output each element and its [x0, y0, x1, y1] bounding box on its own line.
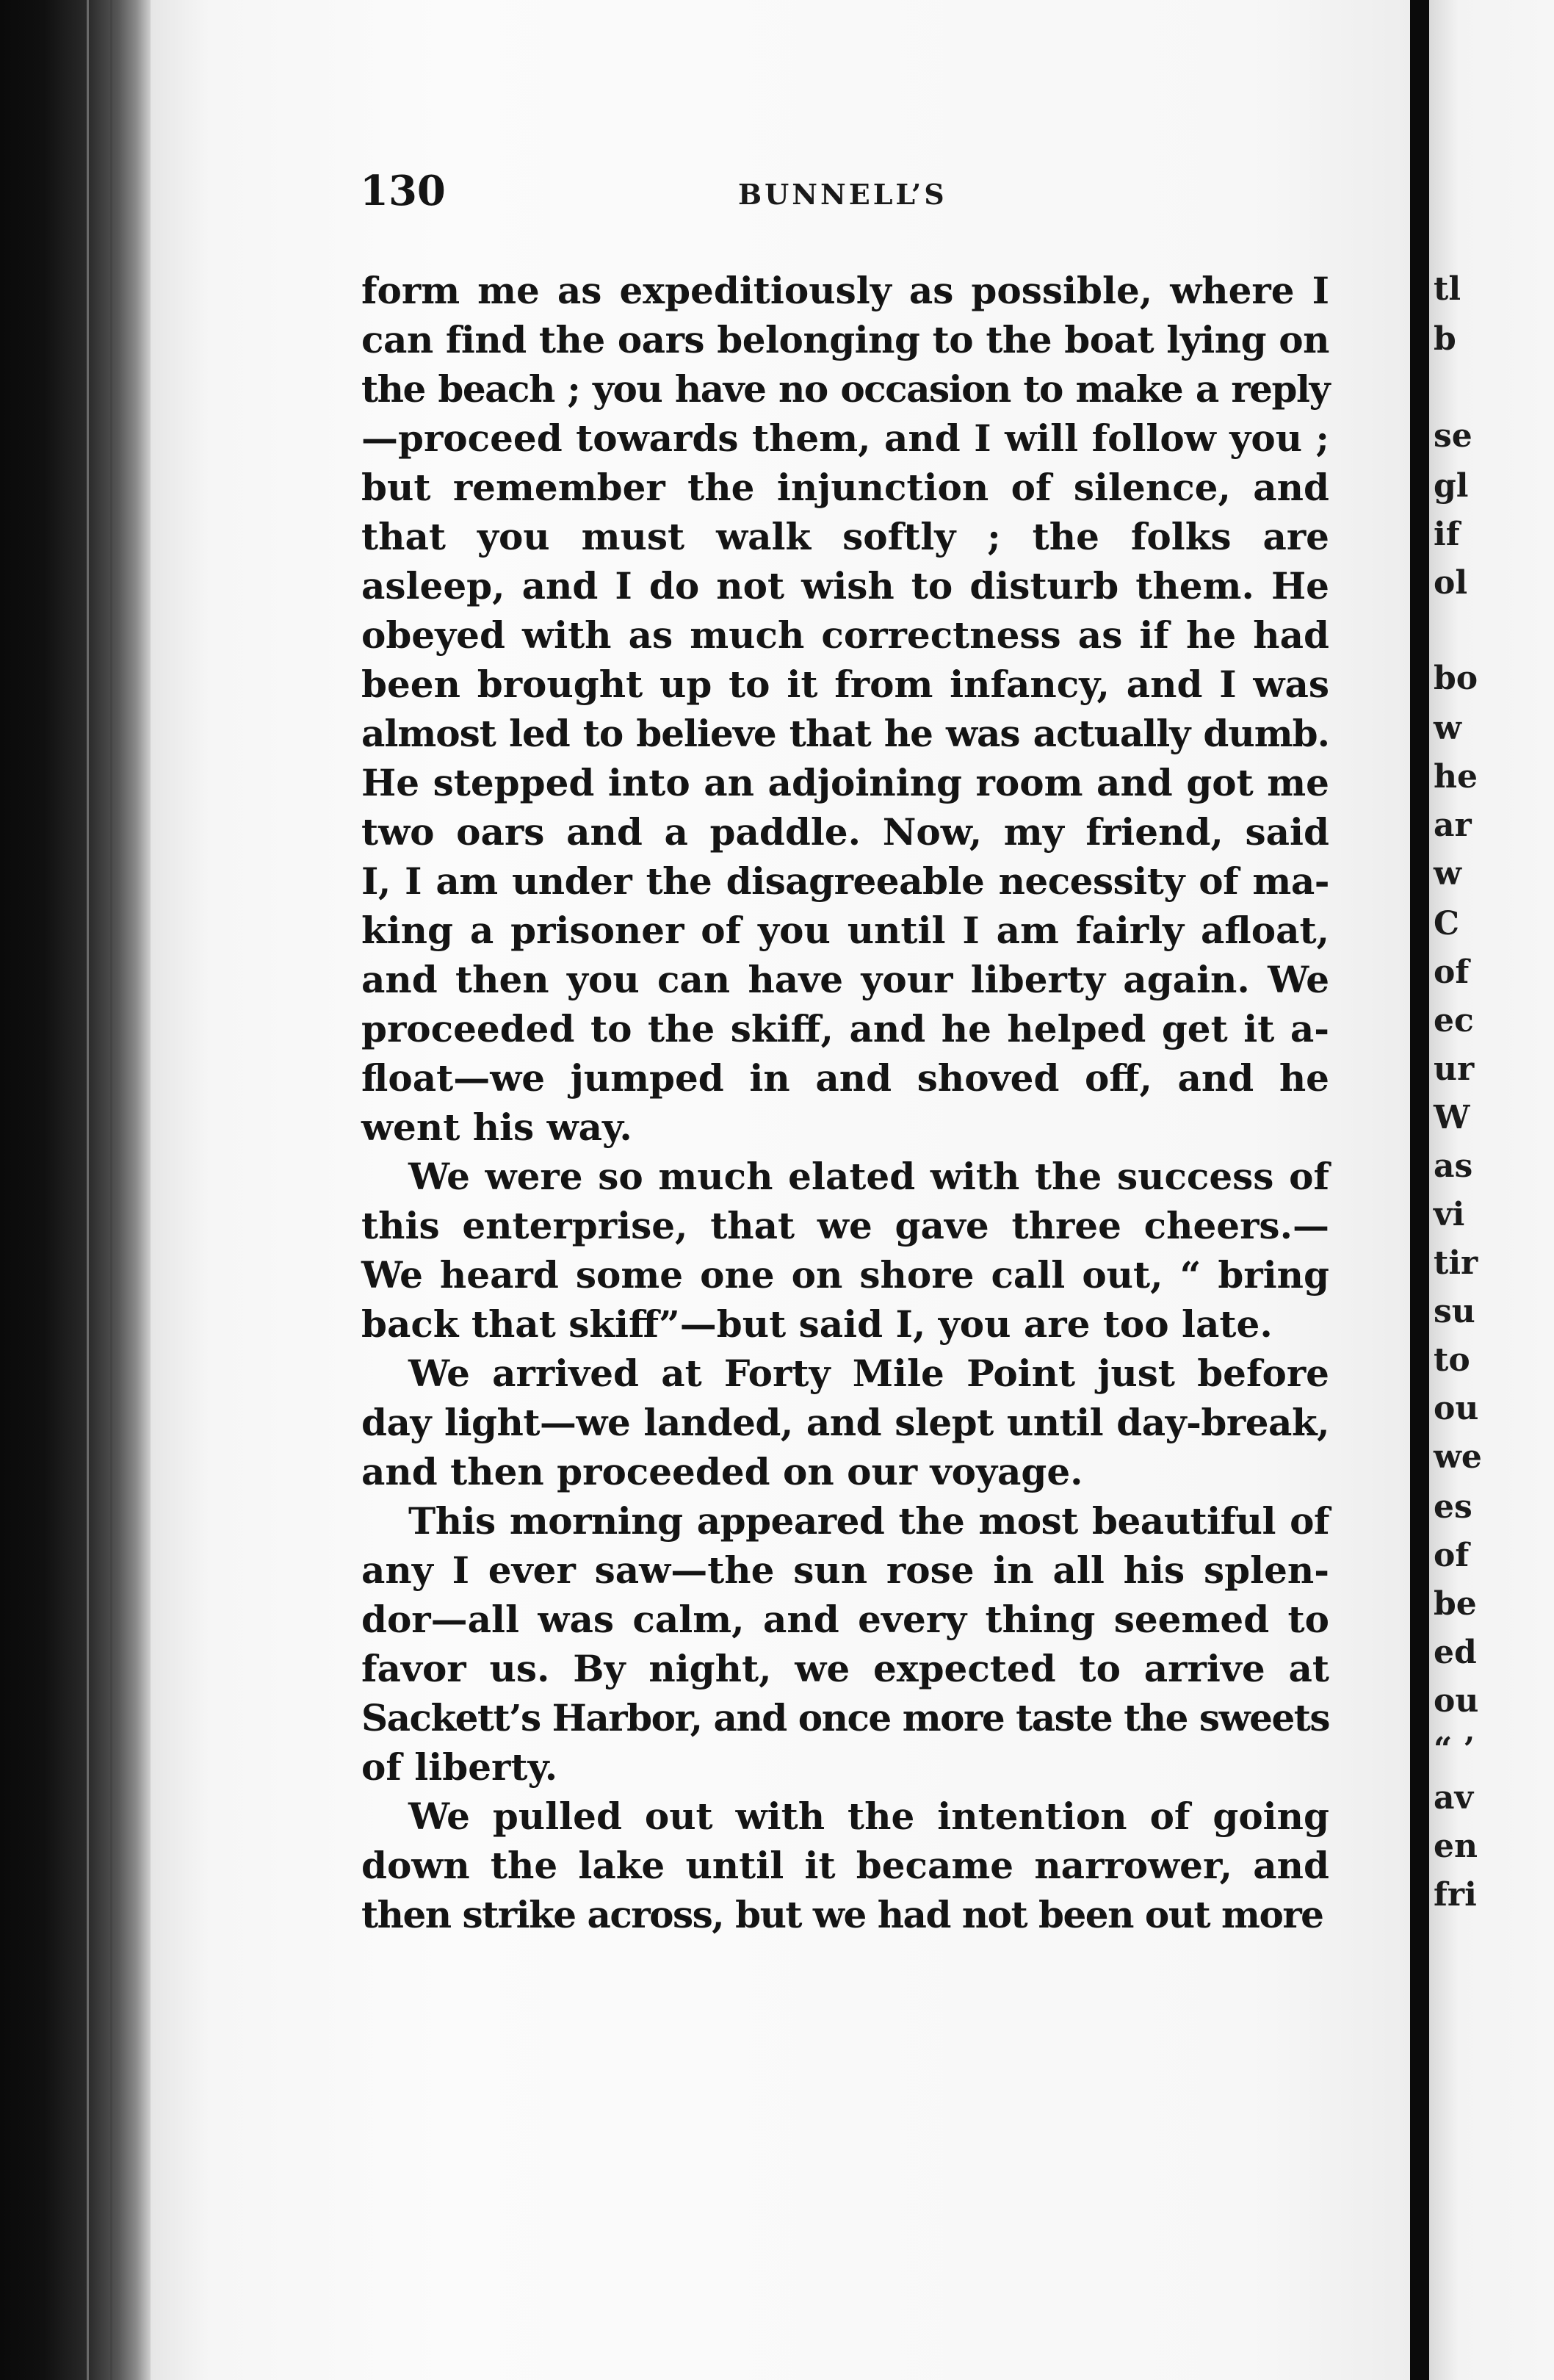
facing-page-fragment: ou: [1434, 1682, 1479, 1720]
text-line: can find the oars belonging to the boat lying on: [361, 318, 1329, 361]
paragraph: [361, 1349, 1329, 1496]
facing-page-fragment: en: [1434, 1828, 1478, 1865]
text-line: dor—all was calm, and every thing seemed to: [361, 1598, 1329, 1641]
text-line: form me as expeditiously as possible, where I: [361, 269, 1329, 312]
text-line: back that skiff”—but said I, you are too late.: [361, 1302, 1273, 1346]
text-line: went his way.: [361, 1106, 632, 1149]
facing-page-fragment: b: [1434, 320, 1456, 358]
text-line: two oars and a paddle. Now, my friend, said: [361, 810, 1329, 854]
running-head: BUNNELL’S: [738, 178, 947, 211]
facing-page-fragment: av: [1434, 1779, 1474, 1817]
paragraph: [361, 266, 1329, 1152]
text-line: day light—we landed, and slept until day-break,: [361, 1401, 1329, 1444]
facing-page-fragment: ol: [1434, 564, 1468, 602]
text-line: We pulled out with the intention of going: [408, 1795, 1329, 1838]
text-line: favor us. By night, we expected to arrive at: [361, 1647, 1329, 1690]
text-line: but remember the injunction of silence, and: [361, 466, 1329, 509]
facing-page-fragment: ar: [1434, 807, 1472, 844]
text-line: and then proceeded on our voyage.: [361, 1450, 1083, 1493]
facing-page-fragment: we: [1434, 1438, 1482, 1476]
page-header: [360, 167, 1322, 222]
facing-page-fragment: ou: [1434, 1390, 1479, 1427]
text-line: Sackett’s Harbor, and once more taste the sweets: [361, 1696, 1329, 1739]
text-line: float—we jumped in and shoved off, and he: [361, 1056, 1329, 1100]
text-line: any I ever saw—the sun rose in all his splen-: [361, 1548, 1329, 1592]
text-line: We arrived at Forty Mile Point just before: [408, 1352, 1329, 1395]
facing-page-fragment: ec: [1434, 1002, 1474, 1039]
facing-page-fragment: gl: [1434, 467, 1469, 505]
text-line: down the lake until it became narrower, and: [361, 1844, 1329, 1887]
text-line: of liberty.: [361, 1745, 558, 1789]
text-line: almost led to believe that he was actually dumb.: [361, 712, 1329, 755]
text-line: asleep, and I do not wish to disturb them. He: [361, 564, 1329, 607]
text-line: this enterprise, that we gave three cheers.—: [361, 1204, 1329, 1247]
text-line: This morning appeared the most beautiful of: [408, 1499, 1329, 1543]
page-number: 130: [360, 167, 446, 215]
text-line: We were so much elated with the success of: [408, 1155, 1329, 1198]
facing-page-fragment: C: [1434, 905, 1460, 942]
facing-page-fragment: su: [1434, 1293, 1475, 1330]
facing-page-fragment: ur: [1434, 1050, 1475, 1088]
paragraph: [361, 1496, 1329, 1792]
facing-page-fragment: fri: [1434, 1876, 1477, 1914]
facing-page-fragment: tir: [1434, 1244, 1478, 1282]
facing-page-fragment: vi: [1434, 1196, 1465, 1233]
facing-page-fragment: to: [1434, 1341, 1470, 1379]
facing-page-fragment: w: [1434, 855, 1461, 892]
binding-edge-line: [87, 0, 89, 2380]
facing-page-fragment: W: [1434, 1099, 1470, 1136]
facing-page-fragment: if: [1434, 516, 1460, 553]
paragraph: [361, 1792, 1329, 1939]
page-gutter: [1410, 0, 1429, 2380]
facing-page-fragment: of: [1434, 1537, 1470, 1574]
text-line: king a prisoner of you until I am fairly afloat,: [361, 909, 1329, 952]
text-line: the beach ; you have no occasion to make a reply: [361, 367, 1329, 411]
facing-page-fragment: tl: [1434, 270, 1461, 308]
text-line: been brought up to it from infancy, and I was: [361, 663, 1329, 706]
text-line: We heard some one on shore call out, “ bring: [361, 1253, 1329, 1297]
facing-page-edge: [1429, 0, 1554, 2380]
text-line: and then you can have your liberty again. We: [361, 958, 1329, 1001]
facing-page-fragment: “ ’: [1434, 1731, 1475, 1768]
text-line: obeyed with as much correctness as if he had: [361, 613, 1329, 657]
text-line: I, I am under the disagreeable necessity of ma-: [361, 859, 1329, 903]
text-line: then strike across, but we had not been out more: [361, 1893, 1323, 1936]
facing-page-fragment: w: [1434, 710, 1461, 747]
facing-page-fragment: of: [1434, 953, 1470, 991]
text-line: proceeded to the skiff, and he helped get it a-: [361, 1007, 1329, 1050]
facing-page-fragment: bo: [1434, 660, 1478, 697]
page-body-text: [361, 266, 1329, 1939]
facing-page-fragment: as: [1434, 1147, 1473, 1185]
binding-edge-line: [110, 0, 112, 2380]
facing-page-fragment: be: [1434, 1585, 1477, 1623]
facing-page-fragment: se: [1434, 417, 1472, 455]
paragraph: [361, 1152, 1329, 1349]
facing-page-fragment: he: [1434, 758, 1478, 796]
facing-page-fragment: es: [1434, 1488, 1472, 1526]
facing-page-fragment: ed: [1434, 1634, 1477, 1671]
book-binding: [0, 0, 151, 2380]
text-line: —proceed towards them, and I will follow you ;: [361, 416, 1329, 460]
text-line: that you must walk softly ; the folks are: [361, 515, 1329, 558]
text-line: He stepped into an adjoining room and got me: [361, 761, 1329, 804]
